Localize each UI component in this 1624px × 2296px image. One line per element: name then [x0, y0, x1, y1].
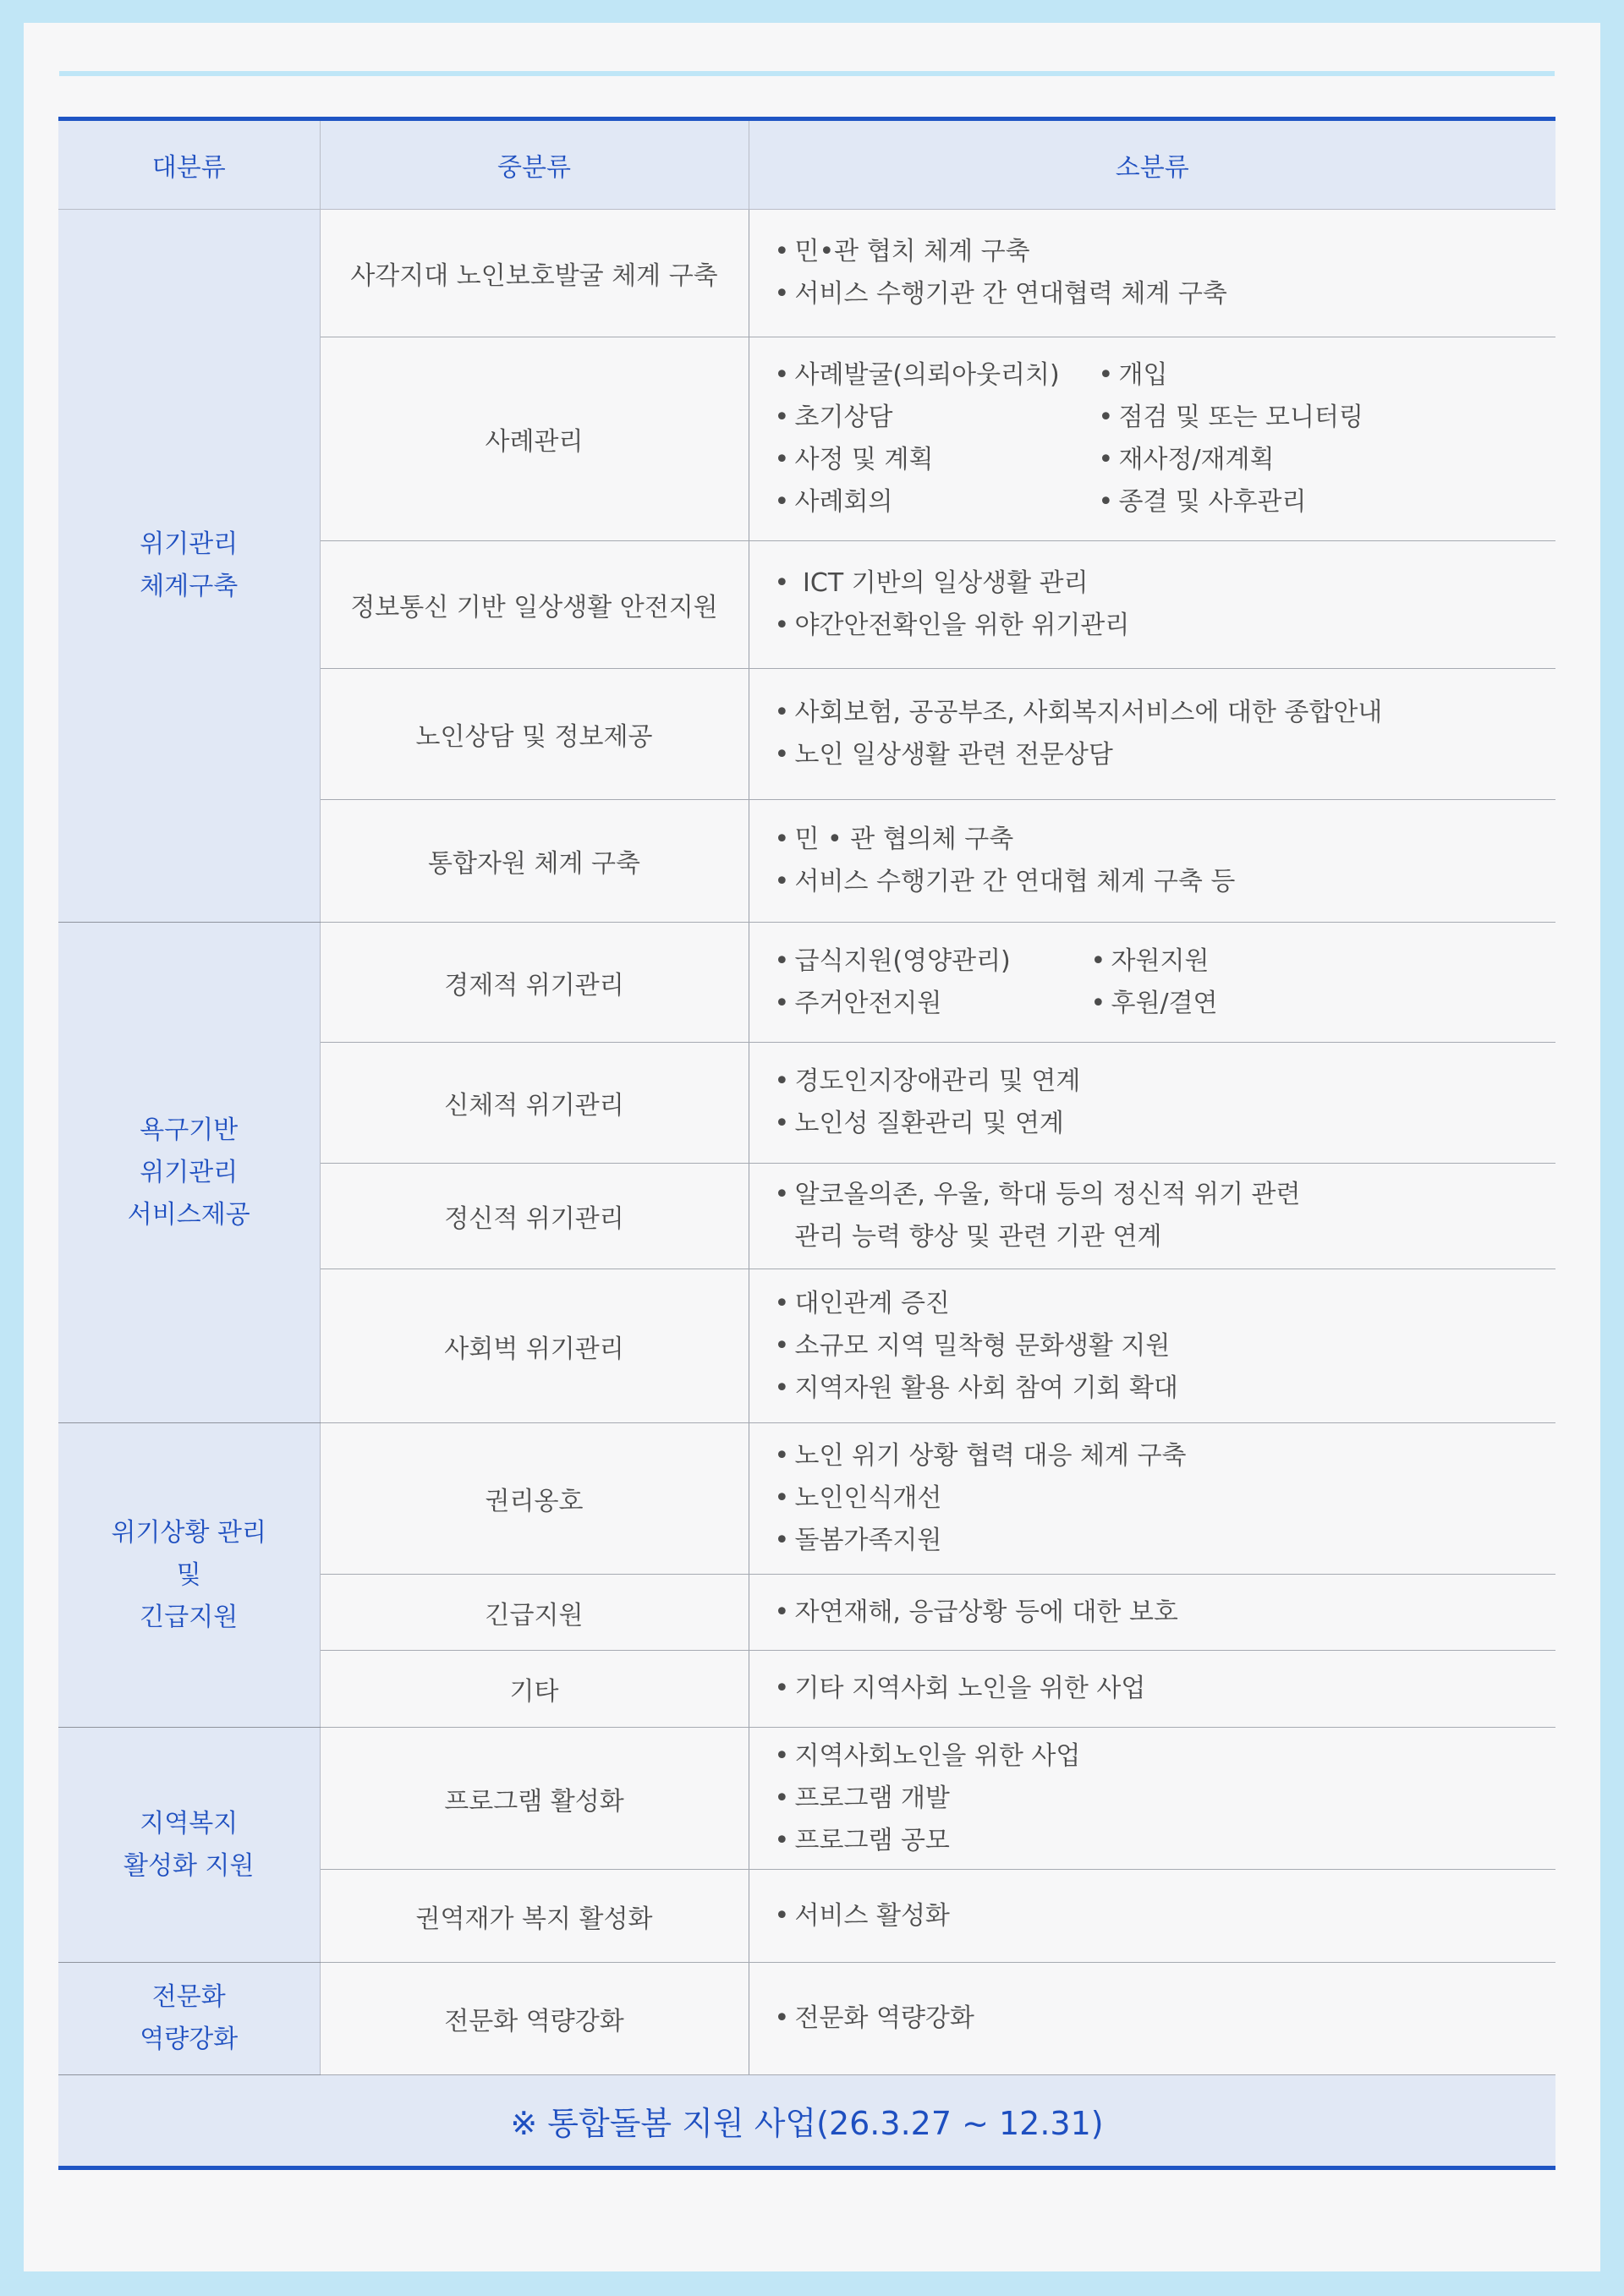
- mid-category: 권역재가 복지 활성화: [320, 1870, 749, 1963]
- sub-items: [749, 1269, 1555, 1423]
- sub-items: [749, 1575, 1555, 1651]
- table-header-row: [58, 119, 1555, 210]
- list-item: • 사정 및 계획: [774, 445, 934, 474]
- header-major: 대분류: [58, 119, 320, 210]
- list-item: • 프로그램 개발: [774, 1783, 950, 1813]
- top-divider: [59, 71, 1555, 76]
- header-sub: 소분류: [749, 119, 1555, 210]
- mid-category: 사각지대 노인보호발굴 체계 구축: [320, 210, 749, 337]
- sub-items: [749, 669, 1555, 800]
- mid-category: 프로그램 활성화: [320, 1728, 749, 1870]
- list-item: • 대인관계 증진: [774, 1288, 950, 1318]
- mid-category: 기타: [320, 1651, 749, 1728]
- list-item: • 노인 일상생활 관련 전문상담: [774, 740, 1113, 770]
- classification-table: [58, 117, 1555, 2170]
- list-item: • 돌봄가족지원: [774, 1526, 942, 1555]
- list-item: • 노인인식개선: [774, 1483, 942, 1513]
- list-item: • 재사정/재계획: [1098, 445, 1275, 474]
- sub-items: [749, 1043, 1555, 1164]
- list-item: • 서비스 수행기관 간 연대협력 체계 구축: [774, 279, 1227, 309]
- list-item: • 알코올의존, 우울, 학대 등의 정신적 위기 관련: [774, 1180, 1301, 1209]
- table-footer-row: [58, 2075, 1555, 2168]
- mid-category: 전문화 역량강화: [320, 1963, 749, 2075]
- mid-category: 노인상담 및 정보제공: [320, 669, 749, 800]
- list-item: • 지역사회노인을 위한 사업: [774, 1740, 1081, 1771]
- major-category: 지역복지 활성화 지원: [58, 1728, 320, 1963]
- mid-category: 사회벅 위기관리: [320, 1269, 749, 1423]
- mid-category: 정보통신 기반 일상생활 안전지원: [320, 541, 749, 669]
- sub-items: [749, 1423, 1555, 1575]
- list-item: • 소규모 지역 밀착형 문화생활 지원: [774, 1330, 1171, 1361]
- table-row: [58, 210, 1555, 337]
- list-item: • 전문화 역량강화: [774, 2003, 974, 2033]
- table-row: [58, 923, 1555, 1043]
- mid-category: 긴급지원: [320, 1575, 749, 1651]
- list-item: • 경도인지장애관리 및 연계: [774, 1066, 1081, 1096]
- sub-items: [749, 541, 1555, 669]
- table-row: [58, 1423, 1555, 1575]
- list-item: • 기타 지역사회 노인을 위한 사업: [774, 1674, 1146, 1703]
- table-row: [58, 1728, 1555, 1870]
- sub-items: [749, 1870, 1555, 1963]
- sub-items: [749, 800, 1555, 923]
- sub-items: [749, 1651, 1555, 1728]
- sub-items: [749, 1164, 1555, 1269]
- list-item: • 지역자원 활용 사회 참여 기회 확대: [774, 1373, 1178, 1403]
- mid-category: 경제적 위기관리: [320, 923, 749, 1043]
- mid-category: 신체적 위기관리: [320, 1043, 749, 1164]
- list-item-continuation: 관리 능력 향상 및 관련 기관 연계: [794, 1222, 1162, 1252]
- list-item: • 노인성 질환관리 및 연계: [774, 1109, 1064, 1138]
- list-item: • 자연재해, 응급상황 등에 대한 보호: [774, 1597, 1178, 1627]
- mid-category: 통합자원 체계 구축: [320, 800, 749, 923]
- list-item: • 급식지원(영양관리): [774, 945, 1011, 976]
- major-category: 위기관리 체계구축: [58, 210, 320, 923]
- mid-category: 사례관리: [320, 337, 749, 541]
- list-item: • 노인 위기 상황 협력 대응 체계 구축: [774, 1441, 1187, 1471]
- sub-items: [749, 210, 1555, 337]
- list-item: • 초기상담: [774, 403, 893, 432]
- list-item: • 민•관 협치 체계 구축: [774, 237, 1030, 266]
- list-item: • 민 • 관 협의체 구축: [774, 825, 1014, 854]
- mid-category: 권리옹호: [320, 1423, 749, 1575]
- list-item: • 야간안전확인을 위한 위기관리: [774, 611, 1130, 640]
- major-category: 위기상황 관리 및 긴급지원: [58, 1423, 320, 1728]
- sub-items: [749, 337, 1555, 541]
- list-item: • ICT 기반의 일상생활 관리: [774, 568, 1089, 598]
- list-item: • 종결 및 사후관리: [1098, 487, 1307, 517]
- header-mid: 중분류: [320, 119, 749, 210]
- footer-note: ※ 통합돌봄 지원 사업(26.3.27 ~ 12.31): [58, 2075, 1555, 2168]
- list-item: • 자원지원: [1090, 945, 1210, 976]
- sub-items: [749, 923, 1555, 1043]
- list-item: • 사회보험, 공공부조, 사회복지서비스에 대한 종합안내: [774, 698, 1383, 727]
- table-row: [58, 1963, 1555, 2075]
- list-item: • 점검 및 또는 모니터링: [1098, 403, 1363, 432]
- major-category: 전문화 역량강화: [58, 1963, 320, 2075]
- list-item: • 서비스 활성화: [774, 1900, 950, 1931]
- sub-items: [749, 1963, 1555, 2075]
- list-item: • 사례발굴(의뢰아웃리치): [774, 360, 1060, 390]
- list-item: • 후원/결연: [1090, 988, 1218, 1018]
- list-item: • 사례회의: [774, 487, 893, 517]
- list-item: • 개입: [1098, 360, 1168, 390]
- list-item: • 주거안전지원: [774, 988, 942, 1018]
- mid-category: 정신적 위기관리: [320, 1164, 749, 1269]
- major-category: 욕구기반 위기관리 서비스제공: [58, 923, 320, 1423]
- sub-items: [749, 1728, 1555, 1870]
- list-item: • 프로그램 공모: [774, 1825, 950, 1855]
- list-item: • 서비스 수행기관 간 연대협 체계 구축 등: [774, 867, 1236, 896]
